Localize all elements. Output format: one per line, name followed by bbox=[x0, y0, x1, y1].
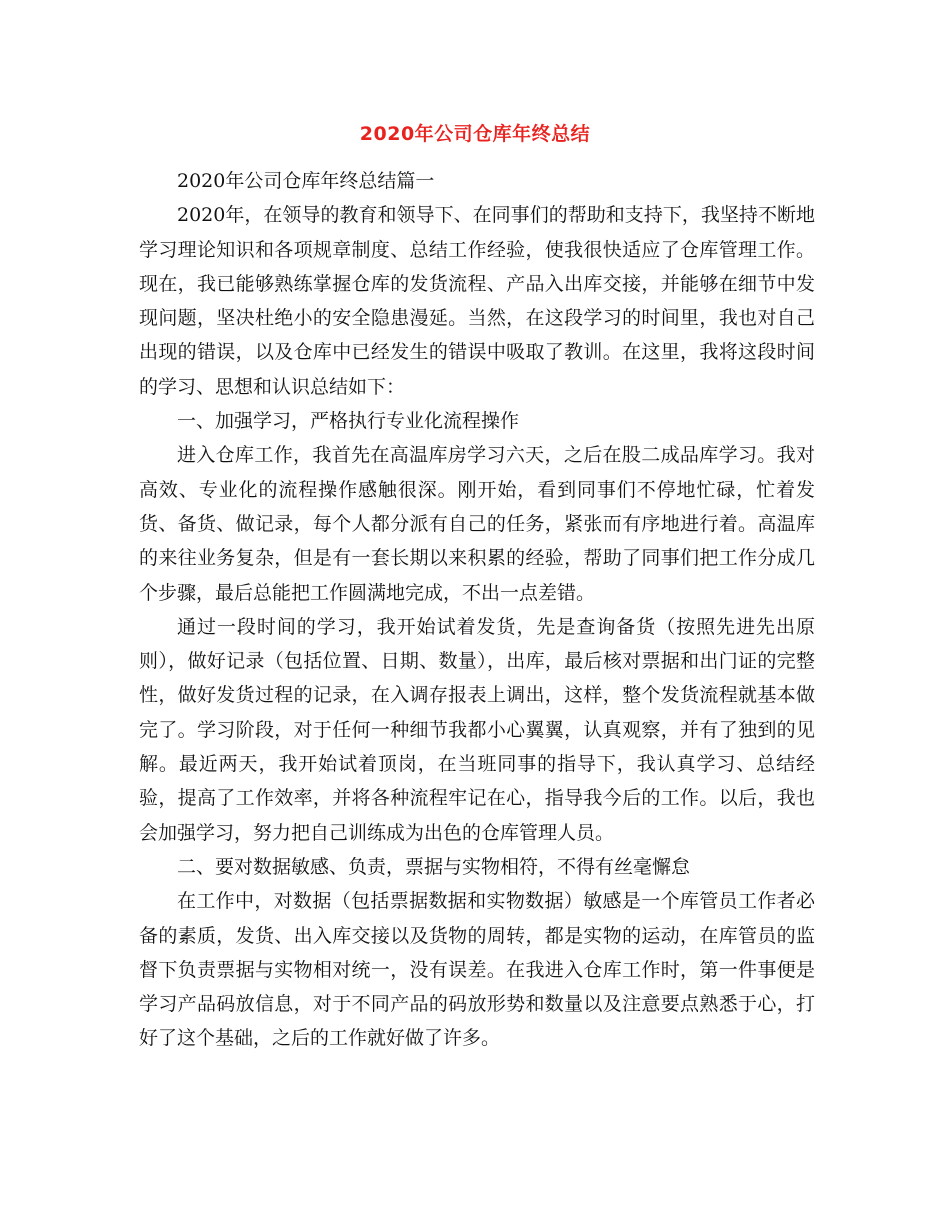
subheading-1: 一、加强学习，严格执行专业化流程操作 bbox=[177, 410, 520, 433]
subheading-2: 二、要对数据敏感、负责，票据与实物相符，不得有丝毫懈怠 bbox=[177, 855, 691, 878]
paragraph-intro: 2020年，在领导的教育和领导下、在同事们的帮助和支持下，我坚持不断地学习理论知识和各项规章制度、总结工作经验，使我很快适应了仓库管理工作。现在，我已能够熟练掌握仓库的发货流程、产品入出库交接，并能够在细节中发现问题，坚决杜绝小的安全隐患漫延。当然，在这段学习的时间里，我也对自己出现的错误，以及仓库中已经发生的错误中吸取了教训。在这里，我将这段时间的学习、思想和认识总结如下： bbox=[139, 204, 815, 398]
paragraph: 在工作中，对数据（包括票据数据和实物数据）敏感是一个库管员工作者必备的素质，发货、出入库交接以及货物的周转，都是实物的运动，在库管员的监督下负责票据与实物相对统一，没有误差。在我进入仓库工作时，第一件事便是学习产品码放信息，对于不同产品的码放形势和数量以及注意要点熟悉于心，打好了这个基础，之后的工作就好做了许多。 bbox=[139, 890, 815, 1050]
document-body bbox=[139, 164, 815, 1056]
paragraph: 进入仓库工作，我首先在高温库房学习六天，之后在股二成品库学习。我对高效、专业化的流程操作感触很深。刚开始，看到同事们不停地忙碌，忙着发货、备货、做记录，每个人都分派有自己的任务，紧张而有序地进行着。高温库的来往业务复杂，但是有一套长期以来积累的经验，帮助了同事们把工作分成几个步骤，最后总能把工作圆满地完成，不出一点差错。 bbox=[139, 444, 815, 604]
section-heading: 2020年公司仓库年终总结篇一 bbox=[177, 170, 435, 192]
paragraph: 通过一段时间的学习，我开始试着发货，先是查询备货（按照先进先出原则），做好记录（包括位置、日期、数量），出库，最后核对票据和出门证的完整性，做好发货过程的记录，在入调存报表上调出，这样，整个发货流程就基本做完了。学习阶段，对于任何一种细节我都小心翼翼，认真观察，并有了独到的见解。最近两天，我开始试着顶岗，在当班同事的指导下，我认真学习、总结经验，提高了工作效率，并将各种流程牢记在心，指导我今后的工作。以后，我也会加强学习，努力把自己训练成为出色的仓库管理人员。 bbox=[139, 615, 815, 844]
page-title: 2020年公司仓库年终总结 bbox=[359, 123, 591, 145]
